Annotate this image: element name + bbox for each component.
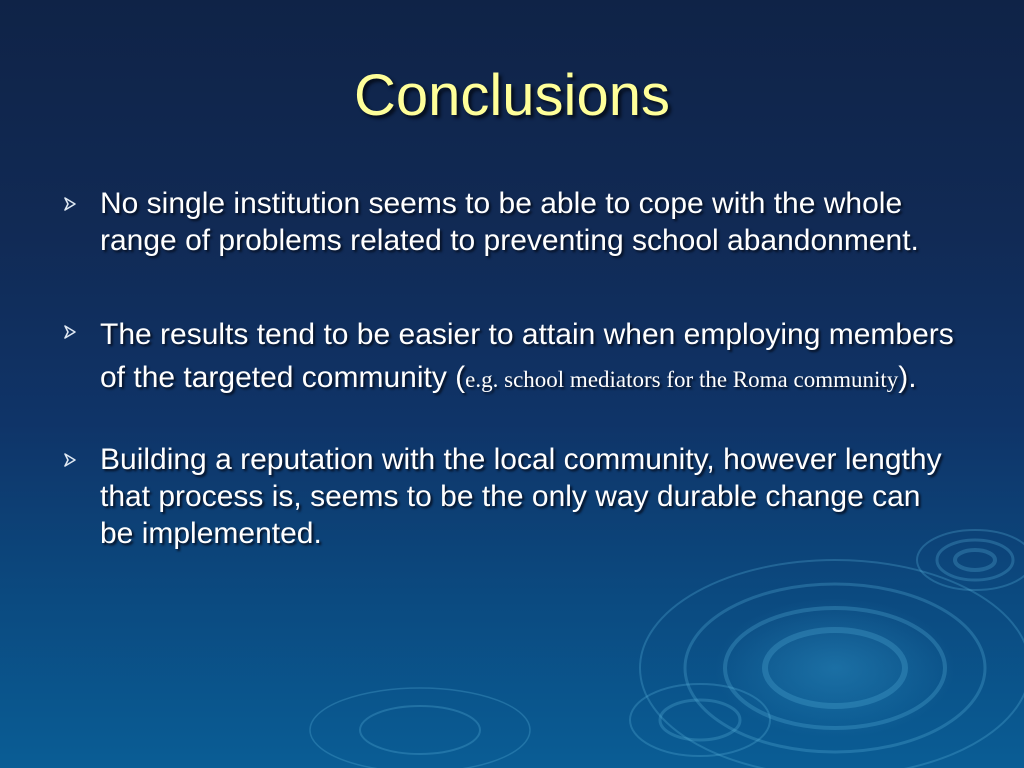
bullet-list xyxy=(62,185,962,552)
bullet-text: Building a reputation with the local community, however lengthy that process is, seems to be the only way durable change can be implemented. xyxy=(100,443,942,550)
arrow-bullet-icon xyxy=(62,196,78,212)
bullet-text: The results tend to be easier to attain when employing members of the targeted community ( xyxy=(100,318,954,394)
slide-title: Conclusions xyxy=(354,63,670,128)
arrow-bullet-icon xyxy=(62,452,78,468)
bullet-item xyxy=(62,313,962,401)
bullet-note: e.g. school mediators for the Roma community xyxy=(465,367,899,392)
bullet-text-segment xyxy=(100,318,954,394)
bullet-item xyxy=(62,441,962,552)
arrow-bullet-icon xyxy=(62,324,78,340)
bullet-item xyxy=(62,185,962,259)
bullet-text: No single institution seems to be able to cope with the whole range of problems related to preventing school abandonment. xyxy=(100,187,919,257)
bullet-text-end: ). xyxy=(898,361,917,394)
